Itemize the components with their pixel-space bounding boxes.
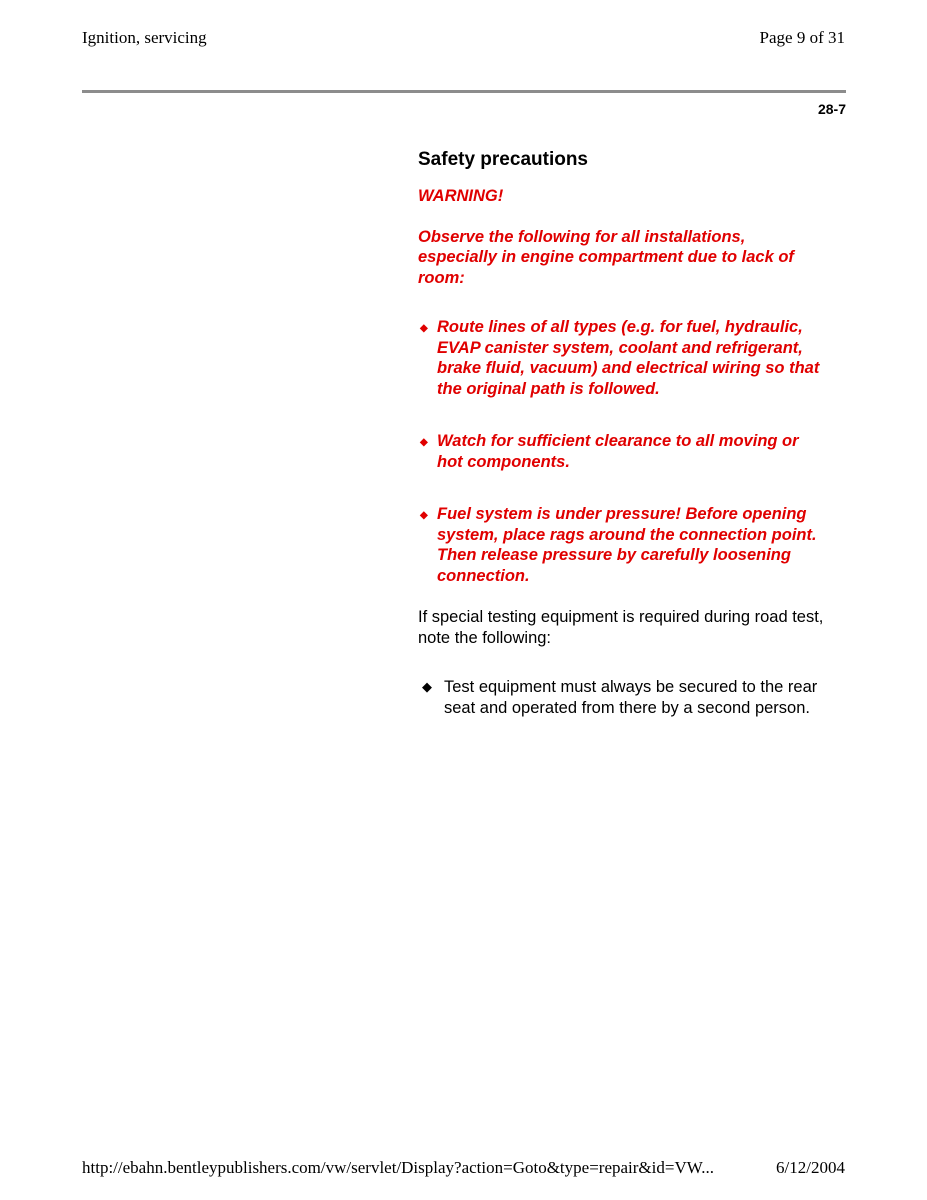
header-title: Ignition, servicing <box>82 28 207 47</box>
footer-date: 6/12/2004 <box>776 1158 845 1177</box>
footer-url: http://ebahn.bentleypublishers.com/vw/servlet/Display?action=Goto&type=repair&id=VW... <box>82 1158 714 1177</box>
page-indicator: Page 9 of 31 <box>759 28 845 47</box>
warning-bullet <box>418 317 828 399</box>
main-content <box>418 148 828 718</box>
diamond-bullet-icon: ◆ <box>420 510 428 521</box>
warning-bullet-text: Route lines of all types (e.g. for fuel, hydraulic, EVAP canister system, coolant and refrigerant, brake fluid, vacuum) and electrical wiring so that the original path is followed. <box>437 318 820 398</box>
diamond-bullet-icon: ◆ <box>420 437 428 448</box>
diamond-bullet-icon: ◆ <box>422 679 432 694</box>
warning-label: WARNING! <box>418 187 504 205</box>
section-number: 28-7 <box>817 101 846 117</box>
header-divider <box>82 90 846 93</box>
intro-paragraph: If special testing equipment is required during road test, note the following: <box>418 608 824 647</box>
list-item <box>418 677 828 718</box>
warning-bullet <box>418 431 828 472</box>
page-title: Safety precautions <box>418 149 588 170</box>
warning-text: Observe the following for all installations, especially in engine compartment due to lack of room: <box>418 227 794 287</box>
warning-bullet-text: Watch for sufficient clearance to all moving or hot components. <box>437 432 799 471</box>
warning-bullet-text: Fuel system is under pressure! Before opening system, place rags around the connection point. Then release pressure by carefully loosening connection. <box>437 505 817 585</box>
list-item-text: Test equipment must always be secured to the rear seat and operated from there by a second person. <box>444 678 818 717</box>
warning-bullet <box>418 504 828 586</box>
diamond-bullet-icon: ◆ <box>420 323 428 334</box>
